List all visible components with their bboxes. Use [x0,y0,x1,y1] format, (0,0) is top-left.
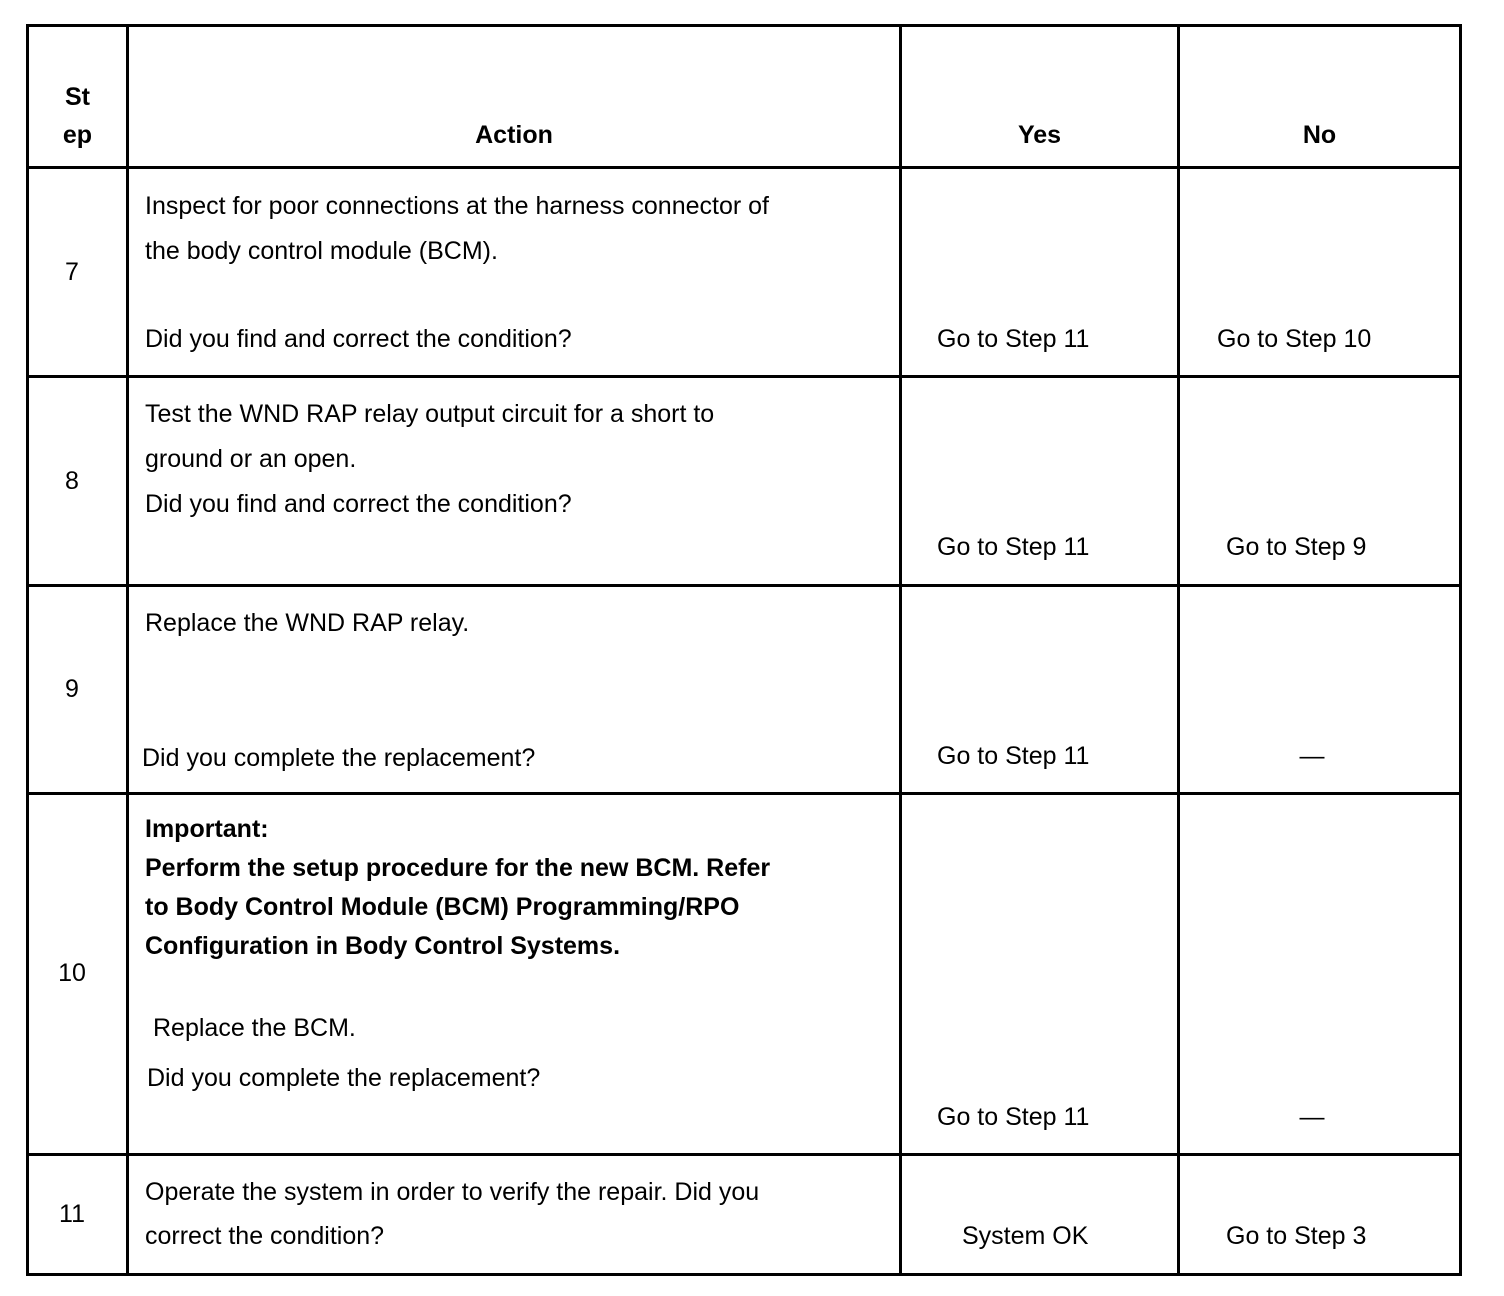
important-note: Perform the setup procedure for the new BCM. Refer [145,854,771,882]
action-question: Did you complete the replacement? [142,744,536,772]
table-border-bottom [26,1273,1462,1276]
header-yes: Yes [1017,121,1062,149]
important-note: Configuration in Body Control Systems. [145,932,621,960]
no-result: — [1299,1103,1325,1131]
yes-result: Go to Step 11 [937,533,1090,561]
action-text: Test the WND RAP relay output circuit for a short to [145,400,715,428]
action-text: Replace the BCM. [153,1014,356,1042]
action-text: Inspect for poor connections at the harness connector of [145,192,769,220]
row-divider [26,1153,1462,1156]
action-text: the body control module (BCM). [145,237,498,265]
row-divider [26,792,1462,795]
no-result: Go to Step 9 [1226,533,1367,561]
diagnostic-table [26,24,1462,1276]
column-divider [899,24,902,1276]
yes-result: Go to Step 11 [937,1103,1090,1131]
header-no: No [1302,121,1337,149]
step-number: 11 [59,1200,85,1228]
important-note: to Body Control Module (BCM) Programming/RPO [145,893,740,921]
action-text: Operate the system in order to verify the repair. Did you [145,1178,760,1206]
header-step: St ep [62,83,93,149]
action-question: correct the condition? [145,1222,385,1250]
column-divider [1177,24,1180,1276]
action-question: Did you find and correct the condition? [145,325,572,353]
table-border-right [1459,24,1462,1276]
action-text: ground or an open. [145,445,357,473]
yes-result: Go to Step 11 [937,742,1090,770]
header-action: Action [475,121,553,149]
action-question: Did you find and correct the condition? [145,490,572,518]
table-border-top [26,24,1462,27]
no-result: — [1299,742,1325,770]
action-text: Replace the WND RAP relay. [145,609,470,637]
step-number: 9 [65,675,79,703]
action-question: Did you complete the replacement? [147,1064,541,1092]
row-divider [26,375,1462,378]
step-number: 8 [65,467,79,495]
table-border-left [26,24,29,1276]
important-label: Important: [145,815,269,843]
no-result: Go to Step 3 [1226,1222,1367,1250]
yes-result: Go to Step 11 [937,325,1090,353]
no-result: Go to Step 10 [1217,325,1372,353]
row-divider [26,584,1462,587]
row-divider [26,166,1462,169]
column-divider [126,24,129,1276]
step-number: 7 [65,258,79,286]
yes-result: System OK [962,1222,1089,1250]
step-number: 10 [58,959,86,987]
